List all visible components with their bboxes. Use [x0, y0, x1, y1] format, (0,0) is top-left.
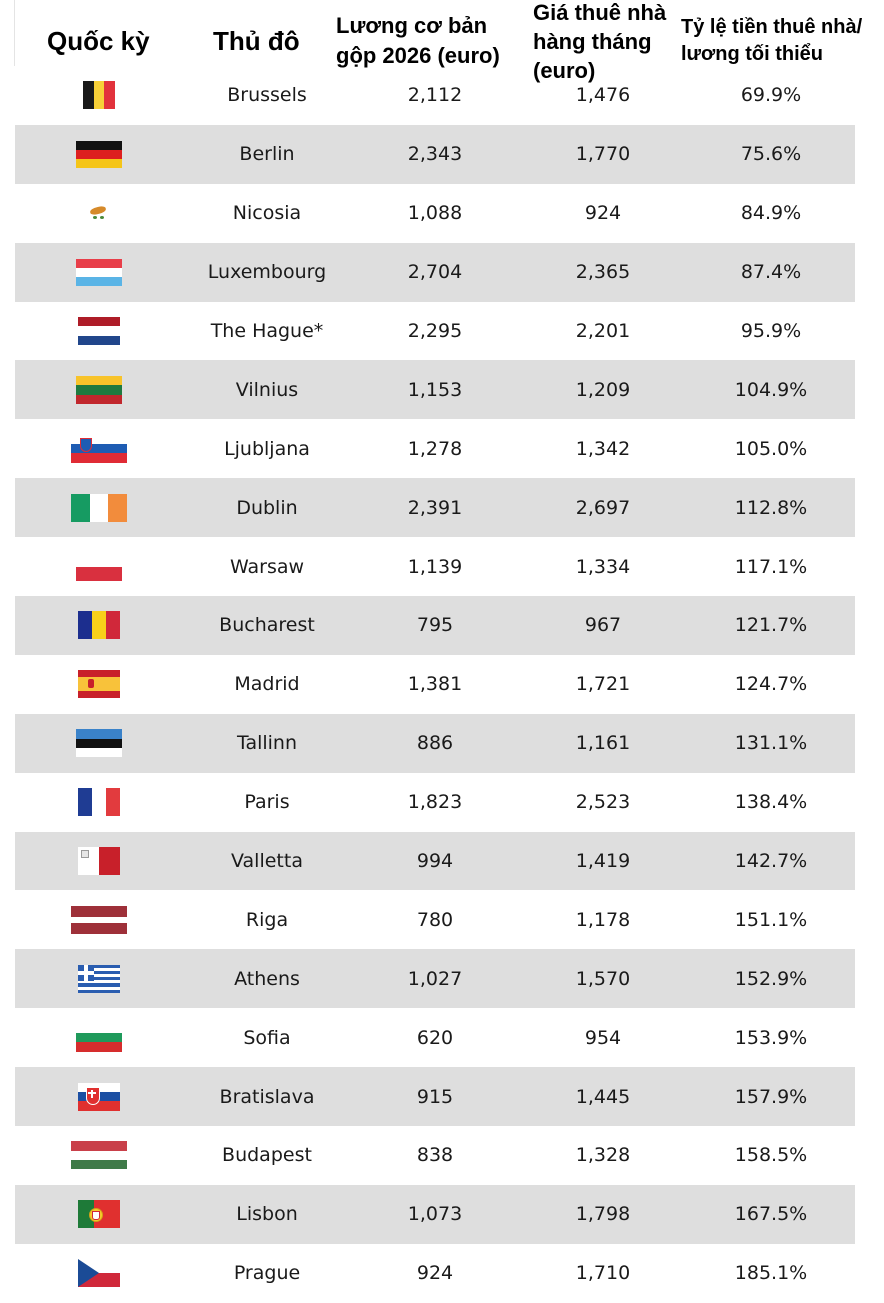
ratio-cell: 142.7%: [734, 850, 808, 873]
ireland-flag-icon: [71, 494, 127, 522]
malta-flag-icon: [78, 847, 120, 875]
wage-cell: 1,278: [407, 437, 463, 460]
ratio-cell: 87.4%: [740, 261, 802, 284]
header-ratio: Tỷ lệ tiền thuê nhà/ lương tối thiểu: [681, 16, 863, 65]
table-row: [15, 184, 855, 243]
header-capital: Thủ đô: [213, 26, 300, 56]
table-row: [15, 478, 855, 537]
capital-cell: Riga: [245, 908, 289, 931]
greece-flag-icon: [78, 965, 120, 993]
ratio-cell: 75.6%: [740, 143, 802, 166]
rent-cell: 967: [584, 614, 622, 637]
capital-cell: Athens: [234, 967, 300, 990]
flag-cell: [63, 537, 135, 596]
wage-cell: 1,027: [407, 967, 463, 990]
capital-cell: Prague: [233, 1262, 301, 1285]
rent-cell: 1,209: [575, 378, 631, 401]
capital-cell: Warsaw: [229, 555, 305, 578]
ratio-cell: 95.9%: [740, 320, 802, 342]
wage-cell: 1,088: [407, 202, 463, 225]
flag-cell: [63, 125, 135, 184]
czechia-flag-icon: [78, 1259, 120, 1287]
wage-cell: 915: [416, 1085, 454, 1108]
cyprus-flag-icon: [78, 199, 120, 227]
capital-cell: Brussels: [227, 84, 307, 107]
latvia-flag-icon: [71, 906, 127, 934]
wage-cell: 795: [416, 614, 454, 637]
slovakia-flag-icon: [78, 1083, 120, 1111]
table-row: [15, 1067, 855, 1126]
table-row: [15, 1126, 855, 1185]
wage-cell: 2,343: [407, 143, 463, 166]
wage-cell: 838: [416, 1144, 454, 1167]
wage-cell: 2,112: [407, 84, 463, 107]
ratio-cell: 151.1%: [734, 908, 808, 931]
netherlands-flag-icon: [78, 317, 120, 345]
capital-cell: Madrid: [234, 673, 300, 696]
ratio-cell: 131.1%: [734, 732, 808, 755]
ratio-cell: 158.5%: [734, 1144, 808, 1167]
capital-cell: Paris: [244, 791, 290, 814]
ratio-cell: 167.5%: [734, 1203, 808, 1226]
portugal-flag-icon: [78, 1200, 120, 1228]
capital-cell: Sofia: [243, 1026, 291, 1049]
table-row: [15, 773, 855, 832]
wage-cell: 1,153: [407, 378, 463, 401]
capital-cell: Lisbon: [236, 1203, 298, 1226]
wage-cell: 1,381: [407, 673, 463, 696]
capital-cell: Bratislava: [219, 1085, 315, 1108]
table-row: [15, 949, 855, 1008]
capital-cell: Vilnius: [235, 378, 299, 401]
header-rent: Giá thuê nhà hàng tháng (euro): [533, 0, 667, 83]
wage-cell: 924: [416, 1262, 454, 1285]
rent-cell: 1,334: [575, 555, 631, 578]
poland-flag-icon: [76, 553, 122, 581]
wage-cell: 1,073: [407, 1203, 463, 1226]
table-row: [15, 655, 855, 714]
ratio-cell: 105.0%: [734, 437, 808, 460]
flag-cell: [63, 360, 135, 419]
capital-cell: Dublin: [236, 496, 298, 519]
rent-cell: 1,770: [575, 143, 631, 166]
ratio-cell: 121.7%: [734, 614, 808, 637]
ratio-cell: 84.9%: [740, 202, 802, 225]
capital-cell: Bucharest: [219, 614, 315, 637]
flag-cell: [63, 302, 135, 361]
ratio-cell: 104.9%: [734, 378, 808, 401]
header-flag: Quốc kỳ: [47, 26, 150, 56]
flag-cell: [63, 1067, 135, 1126]
rent-cell: 2,365: [575, 261, 631, 284]
flag-cell: [63, 832, 135, 891]
data-table: [15, 66, 855, 1303]
header-wage: Lương cơ bản gộp 2026 (euro): [336, 13, 500, 68]
lithuania-flag-icon: [76, 376, 122, 404]
table-row: [15, 890, 855, 949]
wage-cell: 780: [416, 908, 454, 931]
capital-cell: Nicosia: [232, 202, 302, 225]
rent-cell: 1,710: [575, 1262, 631, 1285]
table-row: [15, 66, 855, 125]
bulgaria-flag-icon: [76, 1024, 122, 1052]
germany-flag-icon: [76, 141, 122, 168]
rent-cell: 2,523: [575, 791, 631, 814]
luxembourg-flag-icon: [76, 259, 122, 286]
table-row: [15, 419, 855, 478]
wage-cell: 2,295: [407, 320, 463, 342]
flag-cell: [63, 1244, 135, 1303]
rent-cell: 1,328: [575, 1144, 631, 1167]
slovenia-flag-icon: [71, 435, 127, 463]
ratio-cell: 112.8%: [734, 496, 808, 519]
belgium-flag-icon: [83, 81, 115, 109]
table-row: [15, 360, 855, 419]
estonia-flag-icon: [76, 729, 122, 757]
rent-cell: 1,798: [575, 1203, 631, 1226]
flag-cell: [63, 949, 135, 1008]
header-divider: [14, 0, 15, 66]
wage-cell: 994: [416, 850, 454, 873]
table-header: [0, 0, 884, 83]
ratio-cell: 157.9%: [734, 1085, 808, 1108]
rent-cell: 924: [584, 202, 622, 225]
ratio-cell: 185.1%: [734, 1262, 808, 1285]
rent-cell: 954: [584, 1026, 622, 1049]
ratio-cell: 153.9%: [734, 1026, 808, 1049]
flag-cell: [63, 478, 135, 537]
rent-cell: 1,419: [575, 850, 631, 873]
table-row: [15, 1185, 855, 1244]
flag-cell: [63, 419, 135, 478]
table-row: [15, 1008, 855, 1067]
flag-cell: [63, 243, 135, 302]
rent-cell: 1,721: [575, 673, 631, 696]
ratio-cell: 152.9%: [734, 967, 808, 990]
hungary-flag-icon: [71, 1141, 127, 1169]
romania-flag-icon: [78, 611, 120, 639]
wage-cell: 886: [416, 732, 454, 755]
table-row: [15, 243, 855, 302]
capital-cell: Valletta: [231, 850, 303, 873]
capital-cell: The Hague*: [210, 320, 324, 342]
capital-cell: Luxembourg: [207, 261, 327, 284]
spain-flag-icon: [78, 670, 120, 698]
rent-cell: 1,570: [575, 967, 631, 990]
table-row: [15, 714, 855, 773]
capital-cell: Ljubljana: [224, 437, 310, 460]
wage-cell: 620: [416, 1026, 454, 1049]
rent-cell: 1,476: [575, 84, 631, 107]
ratio-cell: 69.9%: [740, 84, 802, 107]
flag-cell: [63, 184, 135, 243]
capital-cell: Tallinn: [236, 732, 298, 755]
rent-cell: 1,342: [575, 437, 631, 460]
wage-cell: 1,823: [407, 791, 463, 814]
capital-cell: Berlin: [239, 143, 295, 166]
wage-cell: 1,139: [407, 555, 463, 578]
flag-cell: [63, 890, 135, 949]
rent-cell: 1,178: [575, 908, 631, 931]
france-flag-icon: [78, 788, 120, 816]
flag-cell: [63, 1126, 135, 1185]
rent-cell: 1,445: [575, 1085, 631, 1108]
rent-cell: 2,201: [575, 320, 631, 342]
table-row: [15, 537, 855, 596]
rent-cell: 1,161: [575, 732, 631, 755]
table-row: [15, 596, 855, 655]
flag-cell: [63, 1008, 135, 1067]
flag-cell: [63, 655, 135, 714]
table-row: [15, 832, 855, 891]
ratio-cell: 124.7%: [734, 673, 808, 696]
ratio-cell: 117.1%: [734, 555, 808, 578]
flag-cell: [63, 773, 135, 832]
wage-cell: 2,391: [407, 496, 463, 519]
flag-cell: [63, 66, 135, 125]
table-row: [15, 1244, 855, 1303]
flag-cell: [63, 714, 135, 773]
flag-cell: [63, 596, 135, 655]
table-row: [15, 302, 855, 361]
wage-cell: 2,704: [407, 261, 463, 284]
table-row: [15, 125, 855, 184]
ratio-cell: 138.4%: [734, 791, 808, 814]
rent-cell: 2,697: [575, 496, 631, 519]
capital-cell: Budapest: [222, 1144, 312, 1167]
flag-cell: [63, 1185, 135, 1244]
